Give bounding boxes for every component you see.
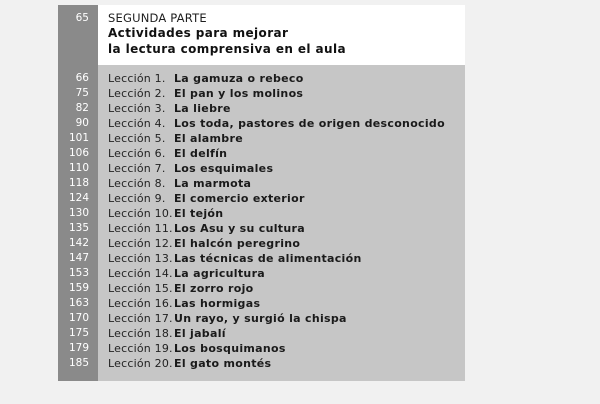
lesson-title: Los toda, pastores de origen desconocido xyxy=(174,117,445,130)
lesson-page-number: 110 xyxy=(68,162,89,174)
lesson-page-number: 66 xyxy=(75,72,89,84)
lesson-label: Lección 8. xyxy=(108,177,166,190)
lesson-page-number: 163 xyxy=(68,297,89,309)
lesson-label: Lección 9. xyxy=(108,192,166,205)
section-title-line-2: la lectura comprensiva en el aula xyxy=(108,42,346,56)
lesson-page-number: 82 xyxy=(75,102,89,114)
lesson-title: Los bosquimanos xyxy=(174,342,286,355)
lesson-row xyxy=(58,311,465,326)
lesson-title: El jabalí xyxy=(174,327,226,340)
lesson-label: Lección 14. xyxy=(108,267,173,280)
lesson-title: El zorro rojo xyxy=(174,282,254,295)
lesson-page-number: 130 xyxy=(68,207,89,219)
lesson-row xyxy=(58,221,465,236)
lesson-page-number: 185 xyxy=(68,357,89,369)
lesson-label: Lección 10. xyxy=(108,207,173,220)
lesson-title: La marmota xyxy=(174,177,252,190)
lesson-title: El alambre xyxy=(174,132,243,145)
lesson-label: Lección 18. xyxy=(108,327,173,340)
lesson-label: Lección 11. xyxy=(108,222,173,235)
lesson-label: Lección 20. xyxy=(108,357,173,370)
lesson-label: Lección 19. xyxy=(108,342,173,355)
lesson-row xyxy=(58,191,465,206)
lesson-page-number: 142 xyxy=(68,237,89,249)
lesson-title: El halcón peregrino xyxy=(174,237,301,250)
lesson-row xyxy=(58,116,465,131)
lesson-page-number: 118 xyxy=(68,177,89,189)
lesson-page-number: 75 xyxy=(75,87,89,99)
lesson-page-number: 179 xyxy=(68,342,89,354)
lesson-title: El tejón xyxy=(174,207,224,220)
lesson-page-number: 170 xyxy=(68,312,89,324)
lesson-row xyxy=(58,71,465,86)
lesson-row xyxy=(58,251,465,266)
lesson-title: El comercio exterior xyxy=(174,192,305,205)
lesson-title: El delfín xyxy=(174,147,228,160)
lesson-title: Los Asu y su cultura xyxy=(174,222,305,235)
lesson-row xyxy=(58,326,465,341)
lesson-title: La agricultura xyxy=(174,267,266,280)
lesson-page-number: 159 xyxy=(68,282,89,294)
section-part-label: SEGUNDA PARTE xyxy=(108,11,207,25)
lesson-label: Lección 16. xyxy=(108,297,173,310)
lesson-label: Lección 17. xyxy=(108,312,173,325)
lesson-page-number: 147 xyxy=(68,252,89,264)
lesson-page-number: 124 xyxy=(68,192,89,204)
lesson-label: Lección 4. xyxy=(108,117,166,130)
lesson-title: Las hormigas xyxy=(174,297,261,310)
lesson-label: Lección 12. xyxy=(108,237,173,250)
lesson-title: Las técnicas de alimentación xyxy=(174,252,362,265)
lesson-row xyxy=(58,146,465,161)
lesson-title: El gato montés xyxy=(174,357,272,370)
lesson-title: Un rayo, y surgió la chispa xyxy=(174,312,347,325)
lesson-label: Lección 2. xyxy=(108,87,166,100)
table-of-contents xyxy=(58,5,465,381)
lesson-page-number: 135 xyxy=(68,222,89,234)
section-title-line-1: Actividades para mejorar xyxy=(108,26,289,40)
lesson-row xyxy=(58,266,465,281)
section-title xyxy=(108,25,346,57)
lesson-page-number: 106 xyxy=(68,147,89,159)
lesson-title: Los esquimales xyxy=(174,162,274,175)
lesson-page-number: 175 xyxy=(68,327,89,339)
lesson-row xyxy=(58,356,465,371)
lesson-label: Lección 3. xyxy=(108,102,166,115)
lesson-row xyxy=(58,101,465,116)
lesson-row xyxy=(58,296,465,311)
lesson-label: Lección 7. xyxy=(108,162,166,175)
lesson-title: El pan y los molinos xyxy=(174,87,304,100)
lesson-row xyxy=(58,176,465,191)
lesson-label: Lección 6. xyxy=(108,147,166,160)
lesson-page-number: 90 xyxy=(75,117,89,129)
lesson-label: Lección 5. xyxy=(108,132,166,145)
lesson-page-number: 153 xyxy=(68,267,89,279)
lesson-label: Lección 15. xyxy=(108,282,173,295)
lesson-page-number: 101 xyxy=(68,132,89,144)
lesson-row xyxy=(58,86,465,101)
lesson-row xyxy=(58,161,465,176)
lesson-row xyxy=(58,206,465,221)
lesson-label: Lección 1. xyxy=(108,72,166,85)
lesson-row xyxy=(58,131,465,146)
lesson-row xyxy=(58,281,465,296)
lesson-title: La liebre xyxy=(174,102,231,115)
section-page-number: 65 xyxy=(75,12,89,24)
lesson-label: Lección 13. xyxy=(108,252,173,265)
lesson-title: La gamuza o rebeco xyxy=(174,72,304,85)
lesson-row xyxy=(58,341,465,356)
lesson-row xyxy=(58,236,465,251)
